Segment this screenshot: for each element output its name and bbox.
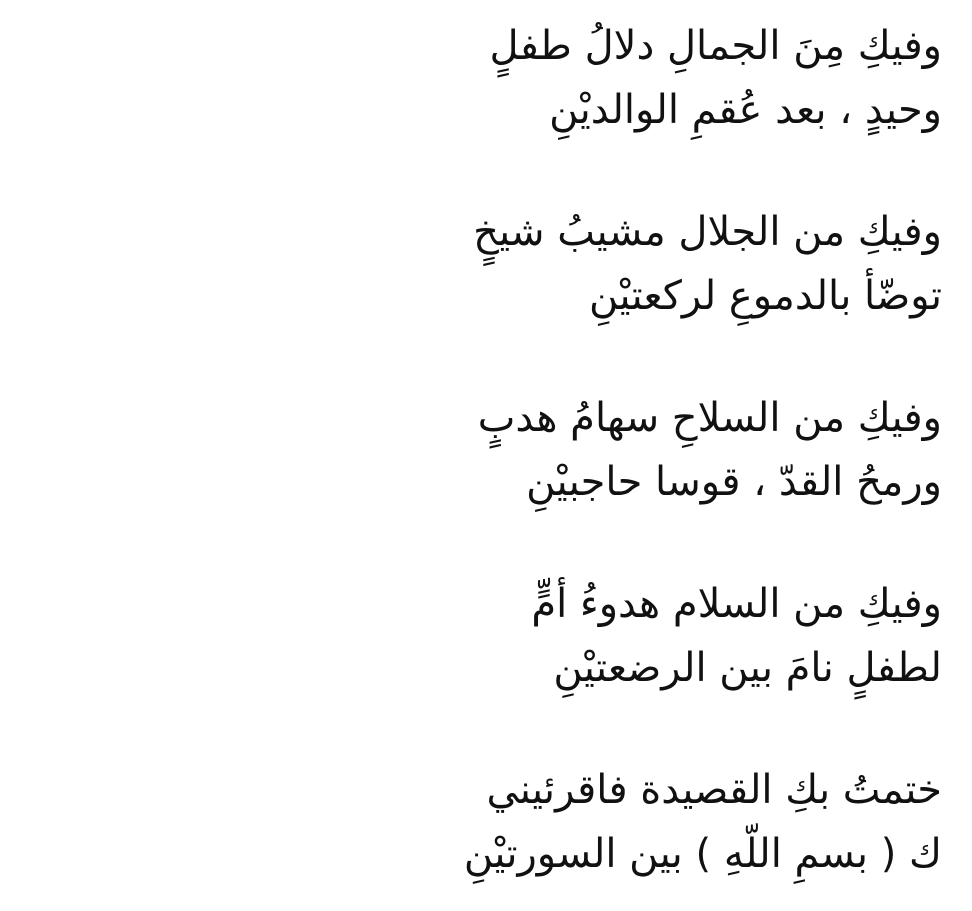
stanza-1 xyxy=(42,14,942,142)
poem-line: وحيدٍ ، بعد عُقمِ الوالديْنِ xyxy=(549,87,942,133)
poem-line: ك ( بسمِ اللّهِ ) بين السورتيْنِ xyxy=(463,831,942,877)
poem-text xyxy=(42,14,942,886)
poem-line: توضّأ بالدموعِ لركعتيْنِ xyxy=(588,273,942,319)
stanza-4 xyxy=(42,572,942,700)
poem-line: وفيكِ من الجلال مشيبُ شيخٍ xyxy=(473,209,942,255)
stanza-3 xyxy=(42,386,942,514)
poem-line: ورمحُ القدّ ، قوسا حاجبيْنِ xyxy=(526,459,942,505)
poem-line: ختمتُ بكِ القصيدة فاقرئيني xyxy=(486,767,942,813)
poem-line: وفيكِ من السلام هدوءُ أمٍّ xyxy=(531,581,942,627)
poem-line: وفيكِ من السلاحِ سهامُ هدبٍ xyxy=(477,395,942,441)
stanza-2 xyxy=(42,200,942,328)
poem-line: وفيكِ مِنَ الجمالِ دلالُ طفلٍ xyxy=(489,23,942,69)
poem-line: لطفلٍ نامَ بين الرضعتيْنِ xyxy=(553,645,942,691)
stanza-5 xyxy=(42,758,942,886)
